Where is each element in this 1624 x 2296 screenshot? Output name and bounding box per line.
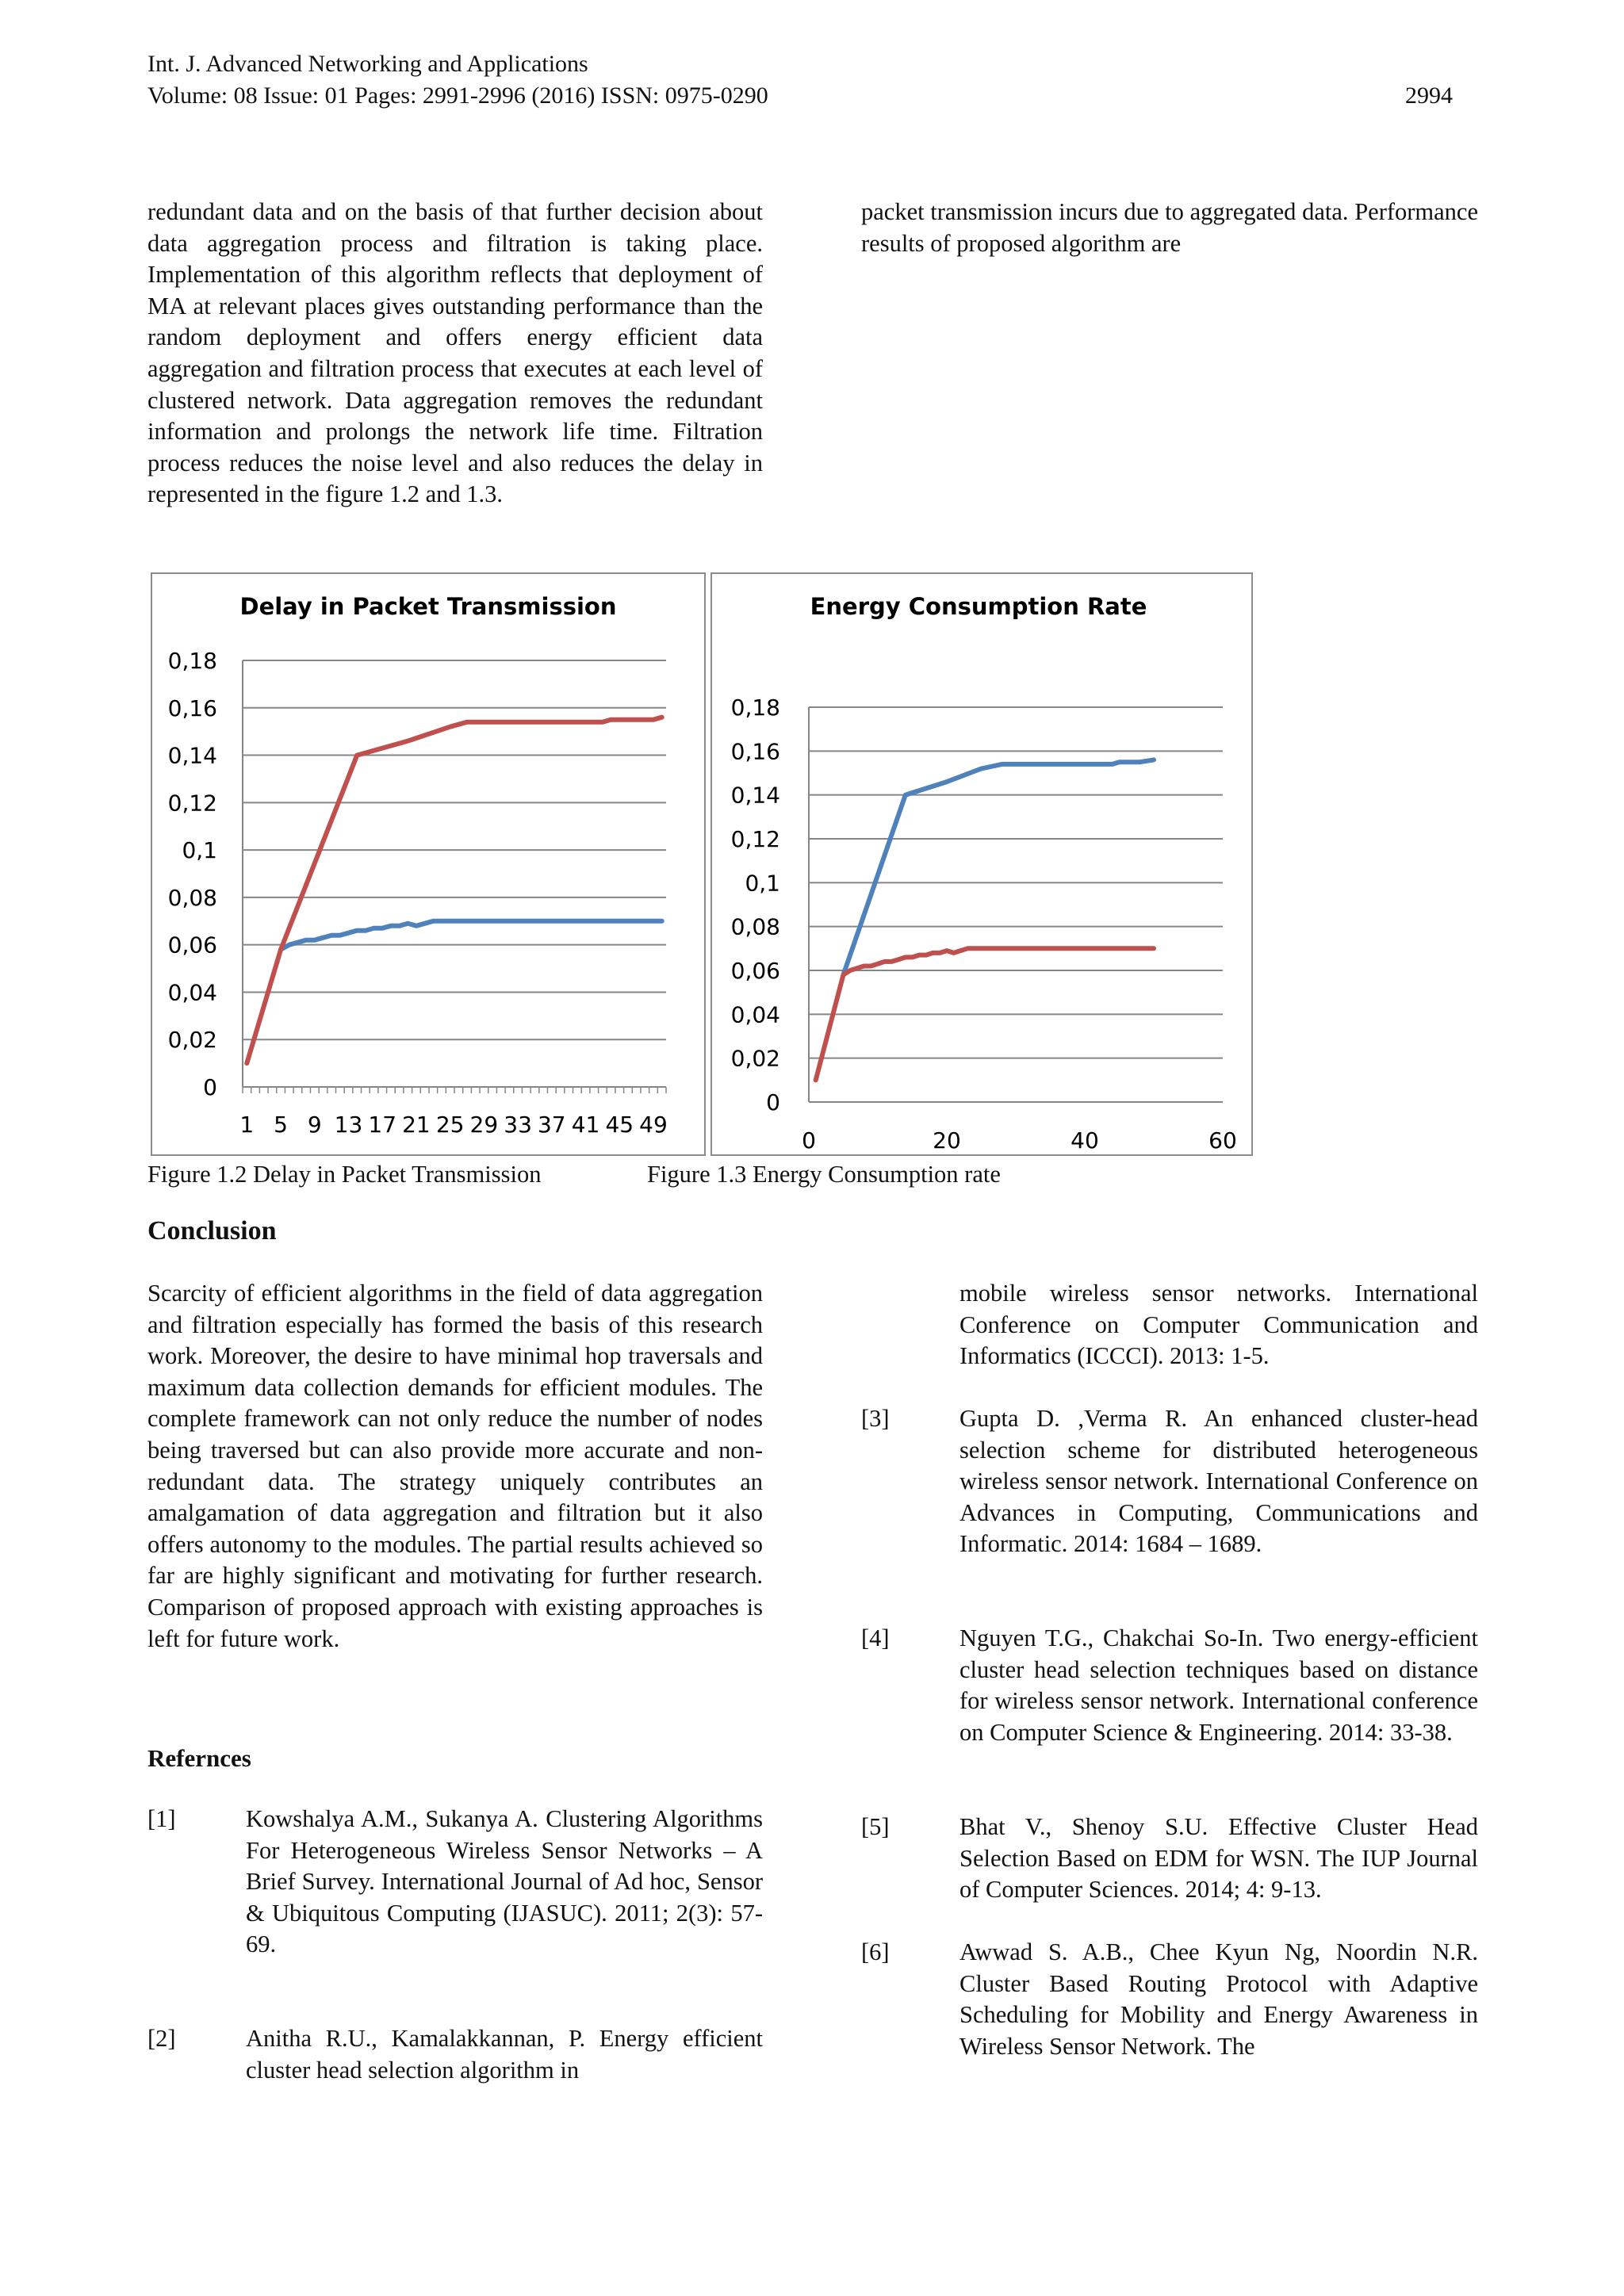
x-tick-label: 49 <box>639 1112 668 1138</box>
series-line-2 <box>247 718 661 1063</box>
page-number: 2994 <box>1405 82 1453 109</box>
reference-number: [6] <box>861 1938 890 1965</box>
x-tick-label: 25 <box>435 1112 465 1138</box>
y-tick-label: 0,08 <box>730 913 780 940</box>
x-tick-label: 13 <box>334 1112 363 1138</box>
reference-text: Anitha R.U., Kamalakkannan, P. Energy efficient cluster head selection algorithm in <box>246 2025 763 2084</box>
x-tick-label: 20 <box>933 1127 961 1154</box>
reference-text: Nguyen T.G., Chakchai So-In. Two energy-efficient cluster head selection techniques based on distance for wireless sensor network. International conference on Computer Science & Engineering. 2014: 33-38. <box>959 1624 1478 1746</box>
reference-number: [5] <box>861 1813 890 1840</box>
x-tick-label: 33 <box>504 1112 532 1138</box>
x-tick-label: 0 <box>802 1127 816 1154</box>
energy-chart <box>710 572 1253 1156</box>
journal-name: Int. J. Advanced Networking and Applications <box>147 51 588 77</box>
x-tick-label: 5 <box>274 1112 288 1138</box>
energy-chart-svg <box>712 574 1251 1154</box>
y-tick-label: 0,12 <box>167 790 217 817</box>
series-line-1 <box>844 760 1155 974</box>
x-tick-label: 37 <box>537 1112 566 1138</box>
figure-1-2-caption: Figure 1.2 Delay in Packet Transmission <box>147 1161 542 1188</box>
reference-number: [2] <box>147 2025 176 2052</box>
y-tick-label: 0,14 <box>167 742 217 769</box>
reference-text: Awwad S. A.B., Chee Kyun Ng, Noordin N.R. Cluster Based Routing Protocol with Adaptive Scheduling for Mobility and Energy Awareness in Wireless Sensor Network. The <box>959 1938 1478 2060</box>
reference-text: Gupta D. ,Verma R. An enhanced cluster-head selection scheme for distributed heterogeneous wireless sensor network. International Conference on Advances in Computing, Communications and Informatic. 2014: 1684 – 1689. <box>959 1405 1478 1558</box>
reference-text: Bhat V., Shenoy S.U. Effective Cluster Head Selection Based on EDM for WSN. The IUP Journal of Computer Sciences. 2014; 4: 9-13. <box>959 1813 1478 1904</box>
y-tick-label: 0,02 <box>730 1045 780 1072</box>
x-tick-label: 9 <box>307 1112 322 1138</box>
x-tick-label: 60 <box>1208 1127 1237 1154</box>
intro-left-paragraph: redundant data and on the basis of that further decision about data aggregation process and filtration is taking place. Implementation of this algorithm reflects that deployment of MA at relevant places gives outstanding performance than the random deployment and offers energy efficient data aggregation and filtration process that executes at each level of clustered network. Data aggregation removes the redundant information and prolongs the network life time. Filtration process reduces the noise level and also reduces the delay in represented in the figure 1.2 and 1.3. <box>147 198 763 508</box>
y-tick-label: 0,18 <box>167 648 217 674</box>
delay-chart-svg <box>152 574 704 1154</box>
reference-text: Kowshalya A.M., Sukanya A. Clustering Algorithms For Heterogeneous Wireless Sensor Networks – A Brief Survey. International Journal of Ad hoc, Sensor & Ubiquitous Computing (IJASUC). 2011; 2(3): 57-69. <box>246 1805 763 1958</box>
intro-right-paragraph: packet transmission incurs due to aggregated data. Performance results of proposed algorithm are <box>861 198 1478 257</box>
y-tick-label: 0,02 <box>167 1027 217 1054</box>
reference-number: [1] <box>147 1805 176 1832</box>
y-tick-label: 0 <box>766 1089 780 1115</box>
references-heading: Refernces <box>147 1744 251 1772</box>
y-tick-label: 0,08 <box>167 884 217 911</box>
y-tick-label: 0,14 <box>730 782 780 809</box>
x-tick-label: 17 <box>368 1112 397 1138</box>
y-tick-label: 0,1 <box>745 870 780 897</box>
reference-text-continued: mobile wireless sensor networks. International Conference on Computer Communication and Informatics (ICCCI). 2013: 1-5. <box>959 1280 1478 1370</box>
chart-title: Delay in Packet Transmission <box>239 593 617 620</box>
delay-chart <box>151 572 706 1156</box>
x-tick-label: 41 <box>571 1112 600 1138</box>
y-tick-label: 0,06 <box>167 932 217 959</box>
x-tick-label: 45 <box>605 1112 634 1138</box>
y-tick-label: 0,06 <box>730 958 780 984</box>
conclusion-heading: Conclusion <box>147 1216 277 1246</box>
x-tick-label: 21 <box>402 1112 431 1138</box>
y-tick-label: 0,04 <box>167 979 217 1006</box>
volume-line: Volume: 08 Issue: 01 Pages: 2991-2996 (2016) ISSN: 0975-0290 <box>147 82 768 109</box>
y-tick-label: 0,12 <box>730 826 780 852</box>
y-tick-label: 0,1 <box>182 837 217 864</box>
reference-number: [4] <box>861 1624 890 1651</box>
chart-title: Energy Consumption Rate <box>810 593 1147 620</box>
x-tick-label: 1 <box>239 1112 255 1138</box>
y-tick-label: 0,04 <box>730 1001 780 1028</box>
y-tick-label: 0 <box>203 1074 217 1100</box>
figure-1-3-caption: Figure 1.3 Energy Consumption rate <box>647 1161 1001 1188</box>
y-tick-label: 0,16 <box>167 695 217 721</box>
x-tick-label: 29 <box>469 1112 499 1138</box>
conclusion-paragraph: Scarcity of efficient algorithms in the field of data aggregation and filtration especially has formed the basis of this research work. Moreover, the desire to have minimal hop traversals and maximum data collection demands for efficient modules. The complete framework can not only reduce the number of nodes being traversed but can also provide more accurate and non-redundant data. The strategy uniquely contributes an amalgamation of data aggregation and filtration but it also offers autonomy to the modules. The partial results achieved so far are highly significant and motivating for further research. Comparison of proposed approach with existing approaches is left for future work. <box>147 1280 763 1652</box>
y-tick-label: 0,16 <box>730 738 780 765</box>
y-tick-label: 0,18 <box>730 695 780 721</box>
reference-number: [3] <box>861 1405 890 1432</box>
x-tick-label: 40 <box>1071 1127 1099 1154</box>
